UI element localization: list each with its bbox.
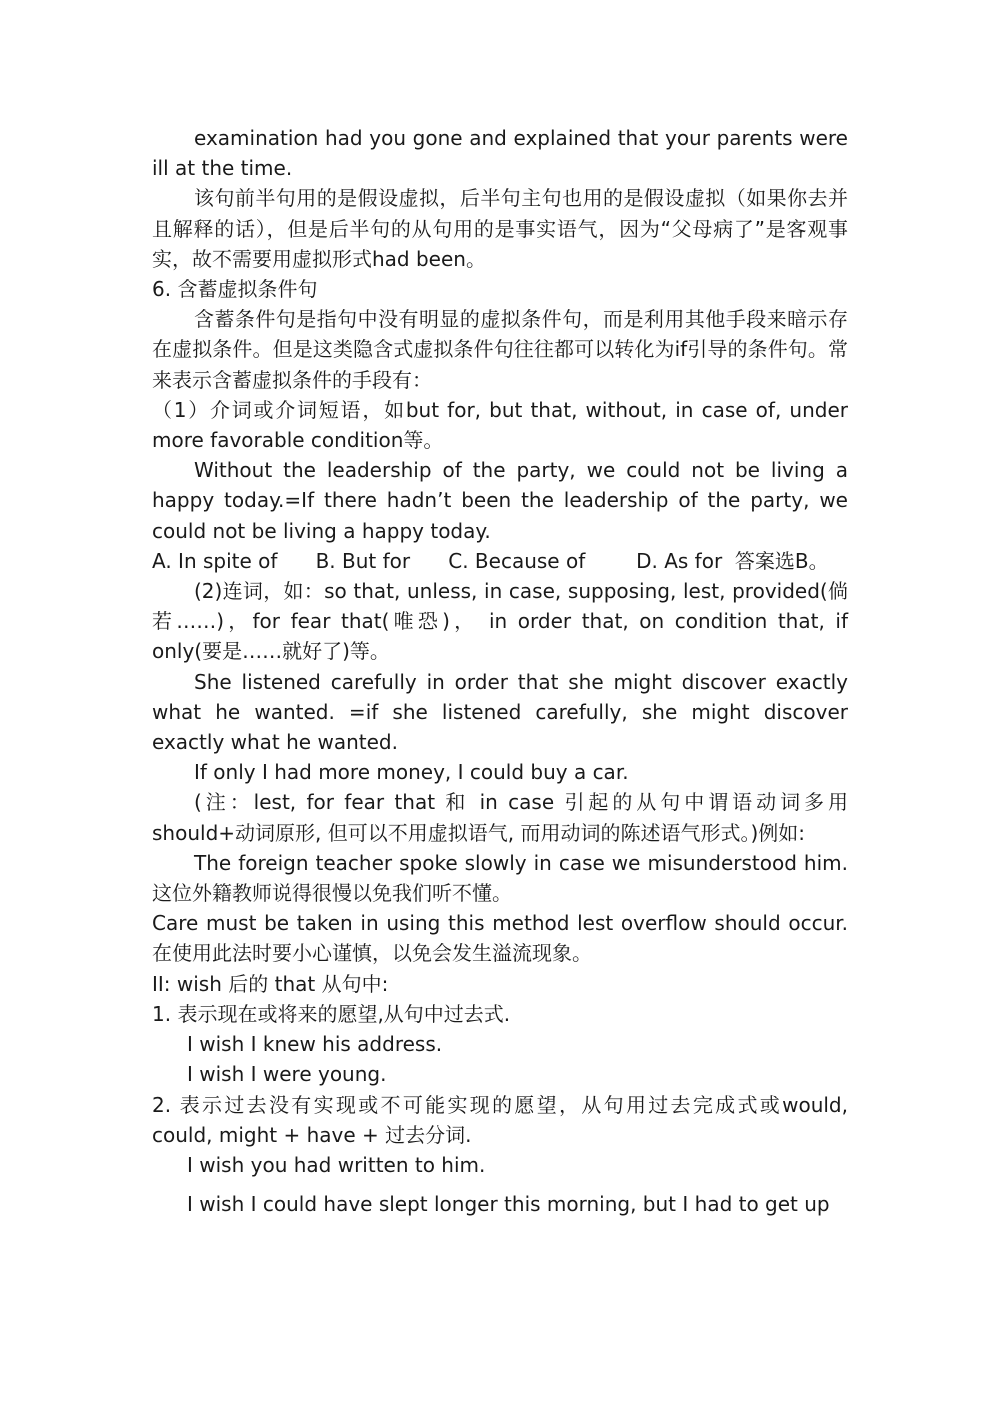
paragraph-example-in-case: The foreign teacher spoke slowly in case we misunderstood him. 这位外籍教师说得很慢以免我们听不懂。 [152,850,848,906]
list-item-conjunctions: (2)连词，如：so that, unless, in case, supposing, lest, provided(倘若……)，for fear that(唯恐)， in order that, on condition that, if only(要是……就好了)等。 [152,579,848,664]
paragraph-example-lest: Care must be taken in using this method lest overflow should occur. 在使用此法时要小心谨慎，以免会发生溢流现象。 [152,911,848,966]
section-heading-wish: II: wish 后的 that 从句中: [152,971,389,996]
answer-choices: A. In spite of B. But for C. Because of D. As for 答案选B。 [152,548,829,573]
paragraph-example-if-only: If only I had more money, I could buy a car. [194,760,629,785]
example-wish-written: I wish you had written to him. [187,1152,486,1177]
paragraph-example-continuation: examination had you gone and explained that your parents were ill at the time. [152,126,848,181]
example-wish-slept: I wish I could have slept longer this morning, but I had to get up [187,1192,830,1217]
paragraph-note-lest: (注：lest, for fear that 和 in case 引起的从句中谓语动词多用should+动词原形, 但可以不用虚拟语气, 而用动词的陈述语气形式。)例如: [152,790,848,845]
list-item-wish-present: 1. 表示现在或将来的愿望,从句中过去式. [152,1001,511,1026]
paragraph-implied-conditional-definition: 含蓄条件句是指句中没有明显的虚拟条件句，而是利用其他手段来暗示存在虚拟条件。但是这类隐含式虚拟条件句往往都可以转化为if引导的条件句。常来表示含蓄虚拟条件的手段有： [152,307,848,392]
paragraph-example-without: Without the leadership of the party, we could not be living a happy today.=If there hadn’t been the leadership of the party, we could not be living a happy today. [152,458,848,543]
document-body [152,123,848,1219]
section-heading-implied-conditional: 6. 含蓄虚拟条件句 [152,277,318,302]
paragraph-explanation: 该句前半句用的是假设虚拟，后半句主句也用的是假设虚拟（如果你去并且解释的话），但是后半句的从句用的是事实语气，因为“父母病了”是客观事实，故不需要用虚拟形式had been。 [152,186,848,271]
example-wish-young: I wish I were young. [187,1062,387,1087]
example-wish-knew: I wish I knew his address. [187,1032,443,1057]
paragraph-example-in-order-that: She listened carefully in order that she might discover exactly what he wanted. =if she listened carefully, she might discover exactly what he wanted. [152,669,848,755]
list-item-wish-past: 2. 表示过去没有实现或不可能实现的愿望，从句用过去完成式或would, could, might + have + 过去分词. [152,1092,848,1147]
list-item-prepositions: （1）介词或介词短语，如but for, but that, without, in case of, under more favorable condition等。 [152,397,848,453]
